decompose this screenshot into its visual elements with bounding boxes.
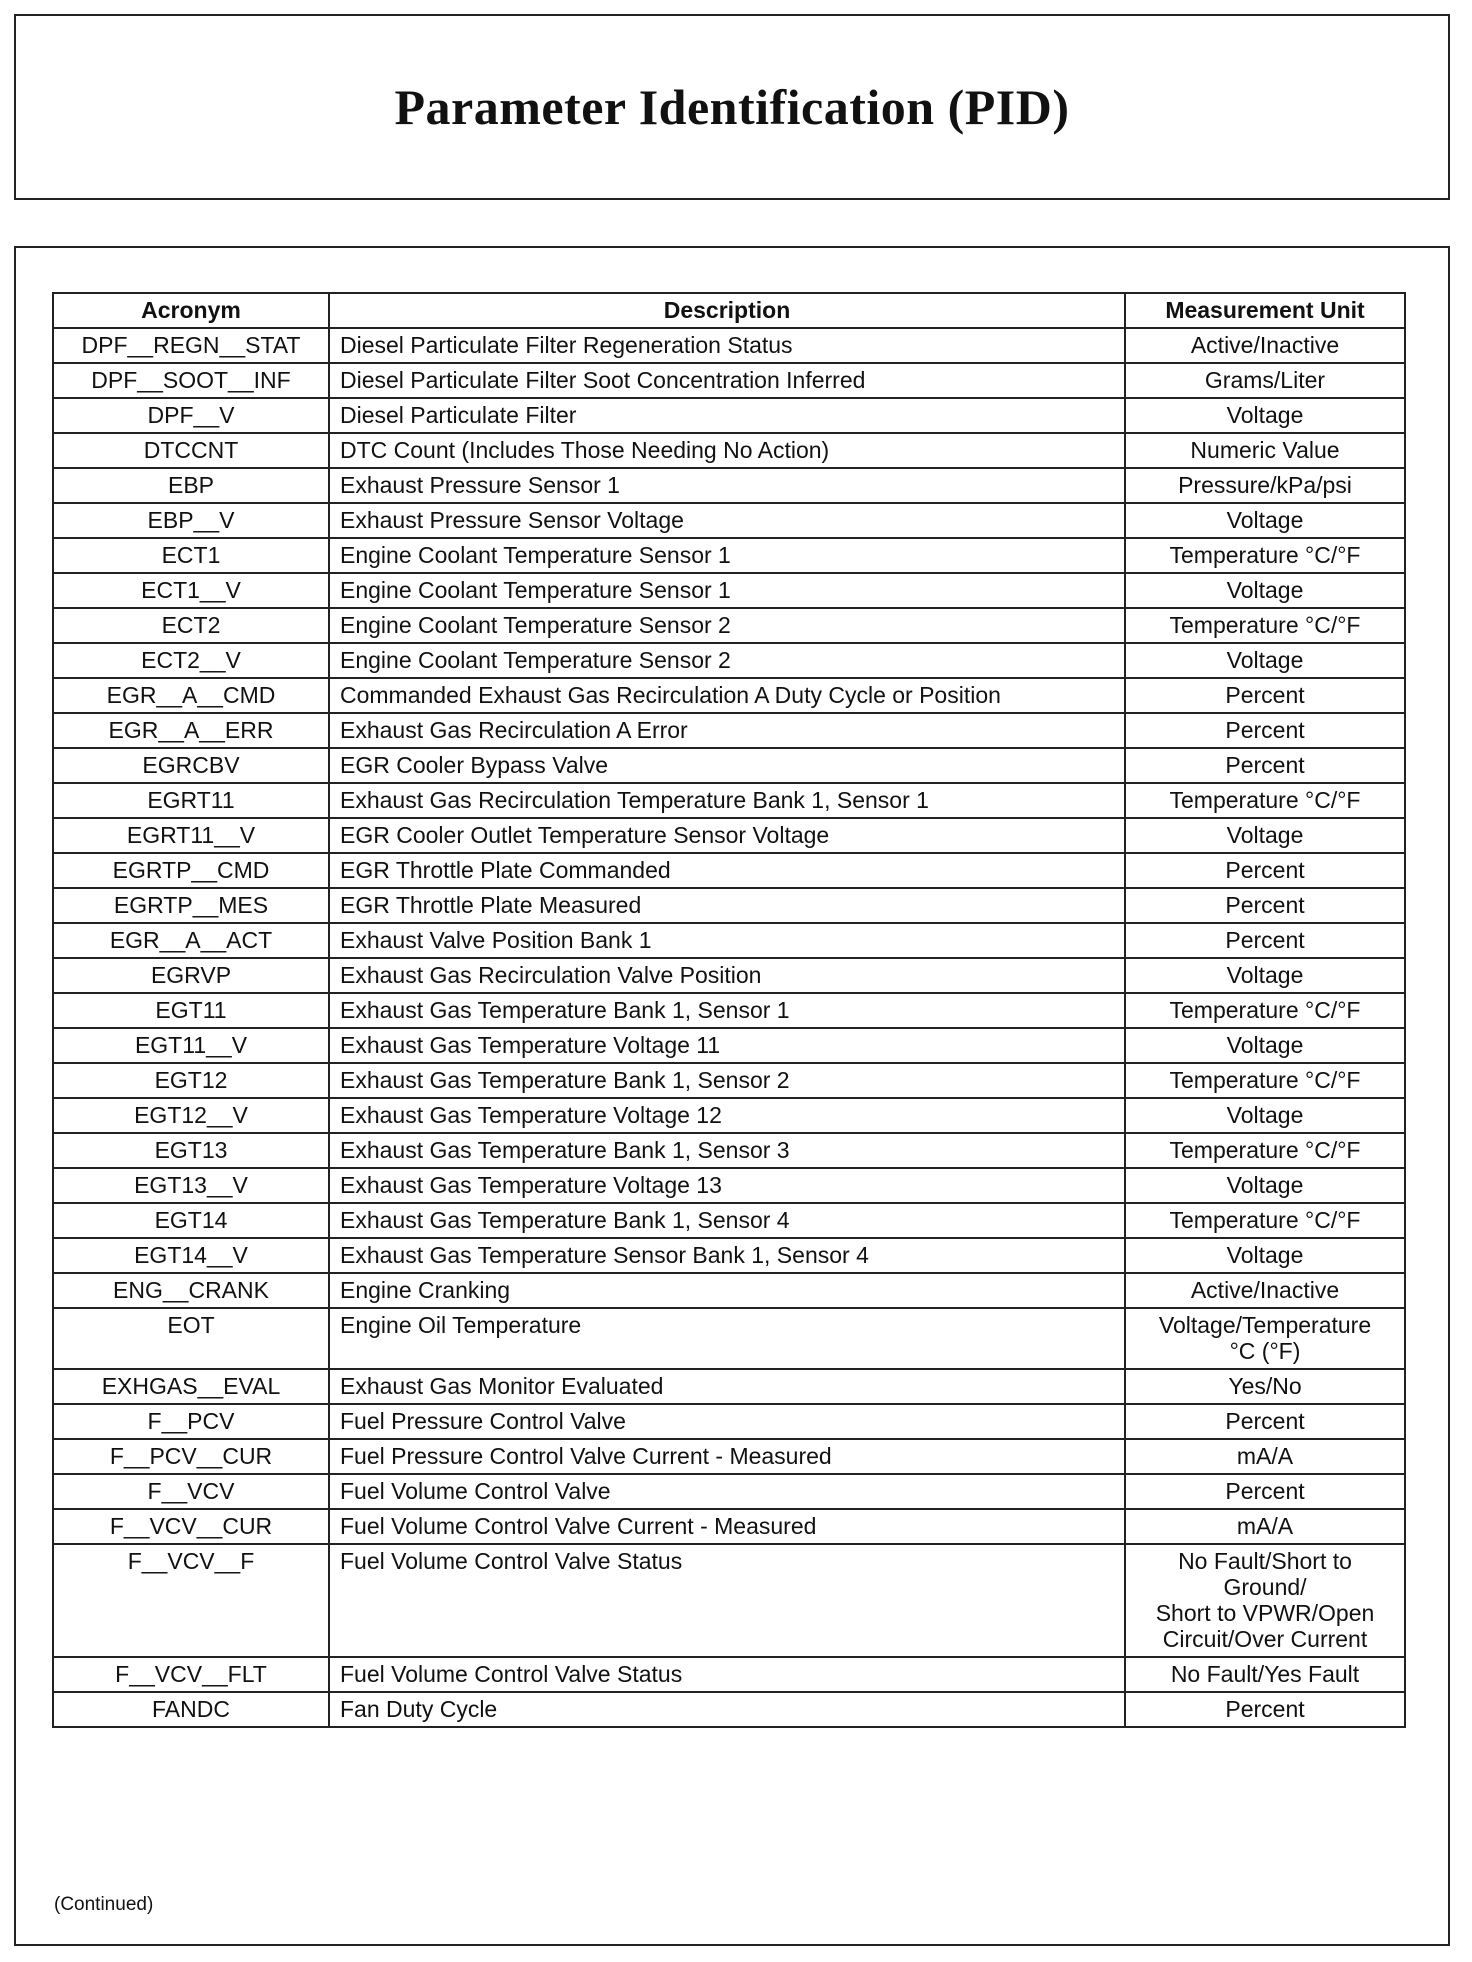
cell-measurement-unit: Percent: [1125, 1474, 1405, 1509]
cell-description: Exhaust Gas Recirculation Temperature Bank 1, Sensor 1: [329, 783, 1125, 818]
cell-description: Exhaust Gas Temperature Bank 1, Sensor 3: [329, 1133, 1125, 1168]
cell-description: EGR Throttle Plate Commanded: [329, 853, 1125, 888]
pid-table: [52, 292, 1406, 1728]
cell-measurement-unit: Voltage: [1125, 958, 1405, 993]
cell-description: EGR Throttle Plate Measured: [329, 888, 1125, 923]
cell-acronym: EGT11: [53, 993, 329, 1028]
cell-description: Engine Coolant Temperature Sensor 1: [329, 573, 1125, 608]
cell-measurement-unit: Temperature °C/°F: [1125, 1063, 1405, 1098]
cell-measurement-unit: Voltage: [1125, 398, 1405, 433]
table-row: [53, 1308, 1405, 1369]
cell-description: Engine Coolant Temperature Sensor 2: [329, 643, 1125, 678]
table-row: [53, 1168, 1405, 1203]
cell-measurement-unit: mA/A: [1125, 1439, 1405, 1474]
table-row: [53, 1692, 1405, 1727]
cell-acronym: EBP__V: [53, 503, 329, 538]
page-title: Parameter Identification (PID): [394, 79, 1070, 135]
cell-description: Exhaust Gas Monitor Evaluated: [329, 1369, 1125, 1404]
cell-description: Exhaust Gas Temperature Bank 1, Sensor 1: [329, 993, 1125, 1028]
cell-description: Exhaust Gas Temperature Bank 1, Sensor 2: [329, 1063, 1125, 1098]
cell-measurement-unit: No Fault/Yes Fault: [1125, 1657, 1405, 1692]
cell-measurement-unit: Percent: [1125, 923, 1405, 958]
cell-acronym: ECT1__V: [53, 573, 329, 608]
table-row: [53, 993, 1405, 1028]
cell-description: Diesel Particulate Filter: [329, 398, 1125, 433]
table-row: [53, 1238, 1405, 1273]
cell-acronym: EGR__A__ACT: [53, 923, 329, 958]
cell-acronym: DTCCNT: [53, 433, 329, 468]
cell-description: DTC Count (Includes Those Needing No Action): [329, 433, 1125, 468]
cell-measurement-unit: Temperature °C/°F: [1125, 993, 1405, 1028]
cell-acronym: EBP: [53, 468, 329, 503]
table-row: [53, 1133, 1405, 1168]
cell-acronym: ECT2__V: [53, 643, 329, 678]
cell-description: Fuel Volume Control Valve: [329, 1474, 1125, 1509]
cell-description: Fuel Volume Control Valve Current - Measured: [329, 1509, 1125, 1544]
cell-description: Fuel Pressure Control Valve: [329, 1404, 1125, 1439]
table-row: [53, 433, 1405, 468]
table-row: [53, 1028, 1405, 1063]
cell-measurement-unit: Percent: [1125, 888, 1405, 923]
content-box: [14, 246, 1450, 1946]
cell-description: Fuel Pressure Control Valve Current - Measured: [329, 1439, 1125, 1474]
cell-measurement-unit: Percent: [1125, 748, 1405, 783]
table-row: [53, 328, 1405, 363]
table-row: [53, 678, 1405, 713]
table-row: [53, 363, 1405, 398]
cell-measurement-unit: No Fault/Short to Ground/ Short to VPWR/Open Circuit/Over Current: [1125, 1544, 1405, 1657]
cell-description: Commanded Exhaust Gas Recirculation A Duty Cycle or Position: [329, 678, 1125, 713]
cell-measurement-unit: Temperature °C/°F: [1125, 538, 1405, 573]
cell-description: Engine Cranking: [329, 1273, 1125, 1308]
cell-description: Exhaust Pressure Sensor Voltage: [329, 503, 1125, 538]
cell-acronym: EGR__A__CMD: [53, 678, 329, 713]
cell-measurement-unit: Percent: [1125, 853, 1405, 888]
cell-measurement-unit: Temperature °C/°F: [1125, 783, 1405, 818]
cell-acronym: EGRCBV: [53, 748, 329, 783]
table-row: [53, 1273, 1405, 1308]
cell-description: Diesel Particulate Filter Soot Concentration Inferred: [329, 363, 1125, 398]
cell-description: EGR Cooler Outlet Temperature Sensor Voltage: [329, 818, 1125, 853]
table-row: [53, 1369, 1405, 1404]
cell-description: Exhaust Valve Position Bank 1: [329, 923, 1125, 958]
cell-measurement-unit: Percent: [1125, 1404, 1405, 1439]
header-description: Description: [329, 293, 1125, 328]
cell-description: Exhaust Gas Temperature Voltage 12: [329, 1098, 1125, 1133]
table-row: [53, 853, 1405, 888]
cell-acronym: EGR__A__ERR: [53, 713, 329, 748]
table-row: [53, 958, 1405, 993]
table-row: [53, 503, 1405, 538]
cell-measurement-unit: Voltage: [1125, 1238, 1405, 1273]
cell-acronym: DPF__V: [53, 398, 329, 433]
cell-measurement-unit: Voltage: [1125, 1028, 1405, 1063]
table-body: [53, 328, 1405, 1727]
table-row: [53, 1404, 1405, 1439]
cell-acronym: EGT14: [53, 1203, 329, 1238]
cell-acronym: F__VCV__F: [53, 1544, 329, 1657]
cell-description: Diesel Particulate Filter Regeneration Status: [329, 328, 1125, 363]
cell-measurement-unit: Yes/No: [1125, 1369, 1405, 1404]
cell-description: Fan Duty Cycle: [329, 1692, 1125, 1727]
table-row: [53, 1509, 1405, 1544]
cell-description: Exhaust Gas Temperature Voltage 13: [329, 1168, 1125, 1203]
table-row: [53, 538, 1405, 573]
cell-measurement-unit: Voltage: [1125, 503, 1405, 538]
cell-acronym: EGRVP: [53, 958, 329, 993]
cell-acronym: EOT: [53, 1308, 329, 1369]
table-row: [53, 783, 1405, 818]
cell-measurement-unit: Voltage: [1125, 1168, 1405, 1203]
cell-measurement-unit: Active/Inactive: [1125, 328, 1405, 363]
cell-measurement-unit: Percent: [1125, 678, 1405, 713]
cell-measurement-unit: Temperature °C/°F: [1125, 1133, 1405, 1168]
cell-description: EGR Cooler Bypass Valve: [329, 748, 1125, 783]
table-row: [53, 468, 1405, 503]
cell-acronym: EGRT11: [53, 783, 329, 818]
cell-acronym: EGT13: [53, 1133, 329, 1168]
table-row: [53, 923, 1405, 958]
cell-description: Exhaust Pressure Sensor 1: [329, 468, 1125, 503]
cell-description: Fuel Volume Control Valve Status: [329, 1657, 1125, 1692]
cell-acronym: ENG__CRANK: [53, 1273, 329, 1308]
cell-acronym: EGRTP__MES: [53, 888, 329, 923]
table-row: [53, 573, 1405, 608]
table-row: [53, 818, 1405, 853]
continued-note: (Continued): [54, 1894, 154, 1915]
cell-measurement-unit: Voltage: [1125, 818, 1405, 853]
cell-acronym: ECT2: [53, 608, 329, 643]
cell-acronym: F__VCV__CUR: [53, 1509, 329, 1544]
header-measurement-unit: Measurement Unit: [1125, 293, 1405, 328]
table-row: [53, 748, 1405, 783]
cell-measurement-unit: Percent: [1125, 713, 1405, 748]
cell-measurement-unit: Pressure/kPa/psi: [1125, 468, 1405, 503]
table-row: [53, 1203, 1405, 1238]
cell-acronym: FANDC: [53, 1692, 329, 1727]
cell-measurement-unit: Voltage: [1125, 643, 1405, 678]
cell-acronym: EGT11__V: [53, 1028, 329, 1063]
cell-acronym: EGT13__V: [53, 1168, 329, 1203]
table-row: [53, 888, 1405, 923]
cell-measurement-unit: Percent: [1125, 1692, 1405, 1727]
cell-acronym: F__PCV: [53, 1404, 329, 1439]
cell-measurement-unit: mA/A: [1125, 1509, 1405, 1544]
table-row: [53, 398, 1405, 433]
cell-acronym: F__PCV__CUR: [53, 1439, 329, 1474]
cell-acronym: F__VCV__FLT: [53, 1657, 329, 1692]
table-row: [53, 1544, 1405, 1657]
table-row: [53, 1063, 1405, 1098]
table-row: [53, 1098, 1405, 1133]
cell-description: Engine Coolant Temperature Sensor 2: [329, 608, 1125, 643]
cell-acronym: EGT12__V: [53, 1098, 329, 1133]
cell-description: Exhaust Gas Recirculation A Error: [329, 713, 1125, 748]
cell-description: Engine Coolant Temperature Sensor 1: [329, 538, 1125, 573]
header-acronym: Acronym: [53, 293, 329, 328]
table-row: [53, 1439, 1405, 1474]
cell-measurement-unit: Voltage/Temperature °C (°F): [1125, 1308, 1405, 1369]
cell-acronym: EGRTP__CMD: [53, 853, 329, 888]
table-header-row: [53, 293, 1405, 328]
cell-description: Exhaust Gas Temperature Voltage 11: [329, 1028, 1125, 1063]
cell-description: Exhaust Gas Temperature Sensor Bank 1, Sensor 4: [329, 1238, 1125, 1273]
cell-measurement-unit: Numeric Value: [1125, 433, 1405, 468]
table-row: [53, 713, 1405, 748]
cell-acronym: EGRT11__V: [53, 818, 329, 853]
cell-description: Engine Oil Temperature: [329, 1308, 1125, 1369]
table-row: [53, 1474, 1405, 1509]
cell-acronym: F__VCV: [53, 1474, 329, 1509]
cell-acronym: EGT12: [53, 1063, 329, 1098]
cell-measurement-unit: Temperature °C/°F: [1125, 608, 1405, 643]
cell-description: Exhaust Gas Temperature Bank 1, Sensor 4: [329, 1203, 1125, 1238]
cell-measurement-unit: Active/Inactive: [1125, 1273, 1405, 1308]
title-box: [14, 14, 1450, 200]
cell-acronym: DPF__REGN__STAT: [53, 328, 329, 363]
cell-acronym: EXHGAS__EVAL: [53, 1369, 329, 1404]
cell-measurement-unit: Temperature °C/°F: [1125, 1203, 1405, 1238]
cell-measurement-unit: Voltage: [1125, 1098, 1405, 1133]
cell-acronym: ECT1: [53, 538, 329, 573]
cell-measurement-unit: Grams/Liter: [1125, 363, 1405, 398]
cell-description: Exhaust Gas Recirculation Valve Position: [329, 958, 1125, 993]
table-row: [53, 643, 1405, 678]
cell-description: Fuel Volume Control Valve Status: [329, 1544, 1125, 1657]
cell-measurement-unit: Voltage: [1125, 573, 1405, 608]
cell-acronym: EGT14__V: [53, 1238, 329, 1273]
table-row: [53, 608, 1405, 643]
cell-acronym: DPF__SOOT__INF: [53, 363, 329, 398]
table-row: [53, 1657, 1405, 1692]
